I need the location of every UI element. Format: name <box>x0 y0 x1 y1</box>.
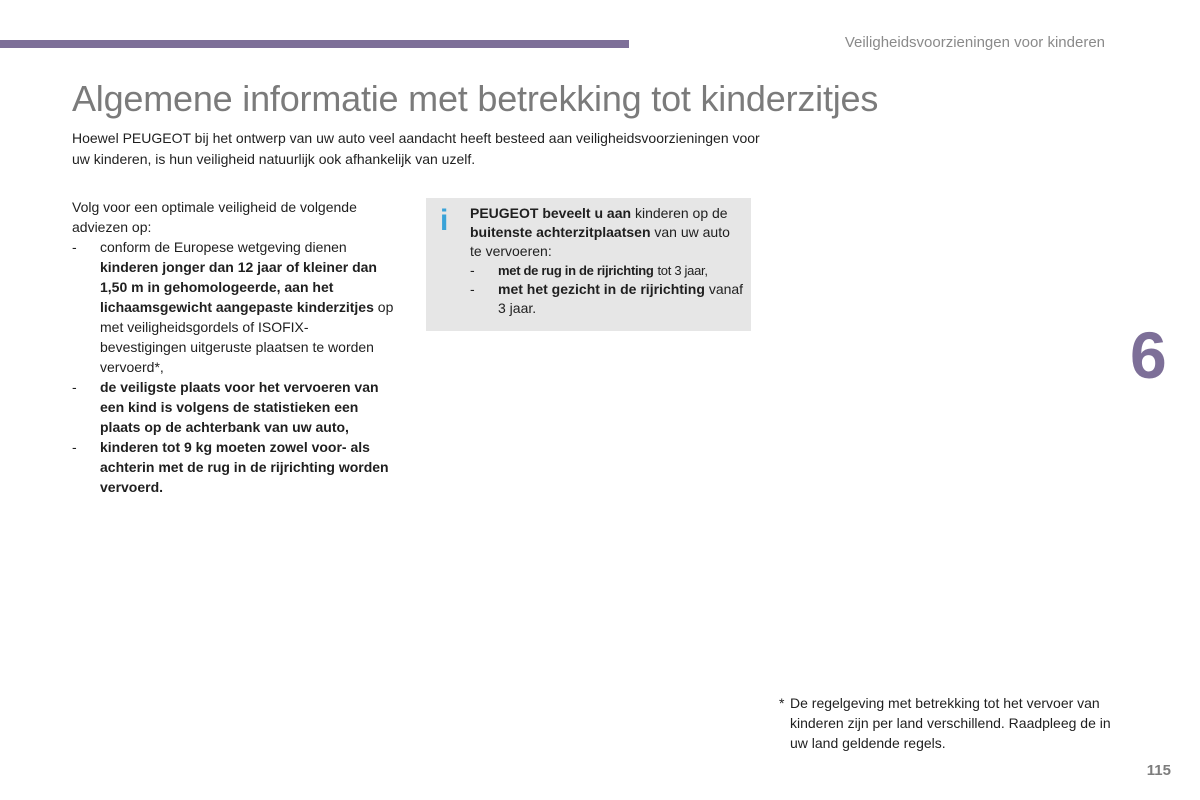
dash-bullet: - <box>72 239 77 255</box>
list-item <box>72 237 394 377</box>
advice-1-suffix: op met veiligheidsgordels of ISOFIX-bevestigingen uitgeruste plaatsen te worden vervoerd*, <box>100 299 394 375</box>
info-text-1: kinderen op de <box>634 205 728 221</box>
advice-lead: Volg voor een optimale veiligheid de volgende adviezen op: <box>72 199 357 235</box>
info-item-1-text: tot 3 jaar, <box>657 263 708 278</box>
info-paragraph <box>470 204 745 261</box>
advice-3-bold: kinderen tot 9 kg moeten zowel voor- als achterin met de rug in de rijrichting worden vervoerd. <box>100 439 389 495</box>
info-icon: i <box>440 204 449 237</box>
dash-bullet: - <box>470 262 475 278</box>
advice-list <box>72 237 394 497</box>
info-bold-2: buitenste achterzitplaatsen <box>470 224 651 240</box>
list-item <box>72 377 394 437</box>
footnote-marker: * <box>779 695 785 711</box>
dash-bullet: - <box>72 439 77 455</box>
info-item-1-bold: met de rug in de rijrichting <box>498 263 654 278</box>
page-title: Algemene informatie met betrekking tot kinderzitjes <box>72 78 879 119</box>
info-box <box>426 198 751 331</box>
intro-paragraph: Hoewel PEUGEOT bij het ontwerp van uw auto veel aandacht heeft besteed aan veiligheidsvoorzieningen voor uw kinderen, is hun veiligheid natuurlijk ook afhankelijk van uzelf. <box>72 130 760 167</box>
header-accent-bar <box>0 40 629 48</box>
info-text <box>470 204 745 318</box>
info-list <box>470 261 745 318</box>
section-label: Veiligheidsvoorzieningen voor kinderen <box>844 34 1105 51</box>
advice-2-bold: de veiligste plaats voor het vervoeren van een kind is volgens de statistieken een plaats op de achterbank van uw auto, <box>100 379 379 435</box>
advice-column <box>72 197 394 497</box>
advice-1-bold: kinderen jonger dan 12 jaar of kleiner dan 1,50 m in gehomologeerde, aan het lichaamsgewicht aangepaste kinderzitjes <box>100 259 377 315</box>
dash-bullet: - <box>72 379 77 395</box>
footnote-text: De regelgeving met betrekking tot het vervoer van kinderen zijn per land verschillend. Raadpleeg de in uw land geldende regels. <box>790 695 1111 751</box>
page-number: 115 <box>1146 762 1171 779</box>
info-text-2: van uw auto te vervoeren: <box>470 224 730 259</box>
info-bold-1: PEUGEOT beveelt u aan <box>470 205 632 221</box>
footnote <box>779 693 1119 753</box>
list-item <box>470 261 745 280</box>
list-item <box>72 437 394 497</box>
info-item-2-text: vanaf 3 jaar. <box>498 281 744 316</box>
info-item-2-bold: met het gezicht in de rijrichting <box>498 281 705 297</box>
dash-bullet: - <box>470 281 475 297</box>
list-item <box>470 280 745 318</box>
chapter-number: 6 <box>1130 318 1167 392</box>
advice-1-prefix: conform de Europese wetgeving dienen <box>100 239 347 255</box>
